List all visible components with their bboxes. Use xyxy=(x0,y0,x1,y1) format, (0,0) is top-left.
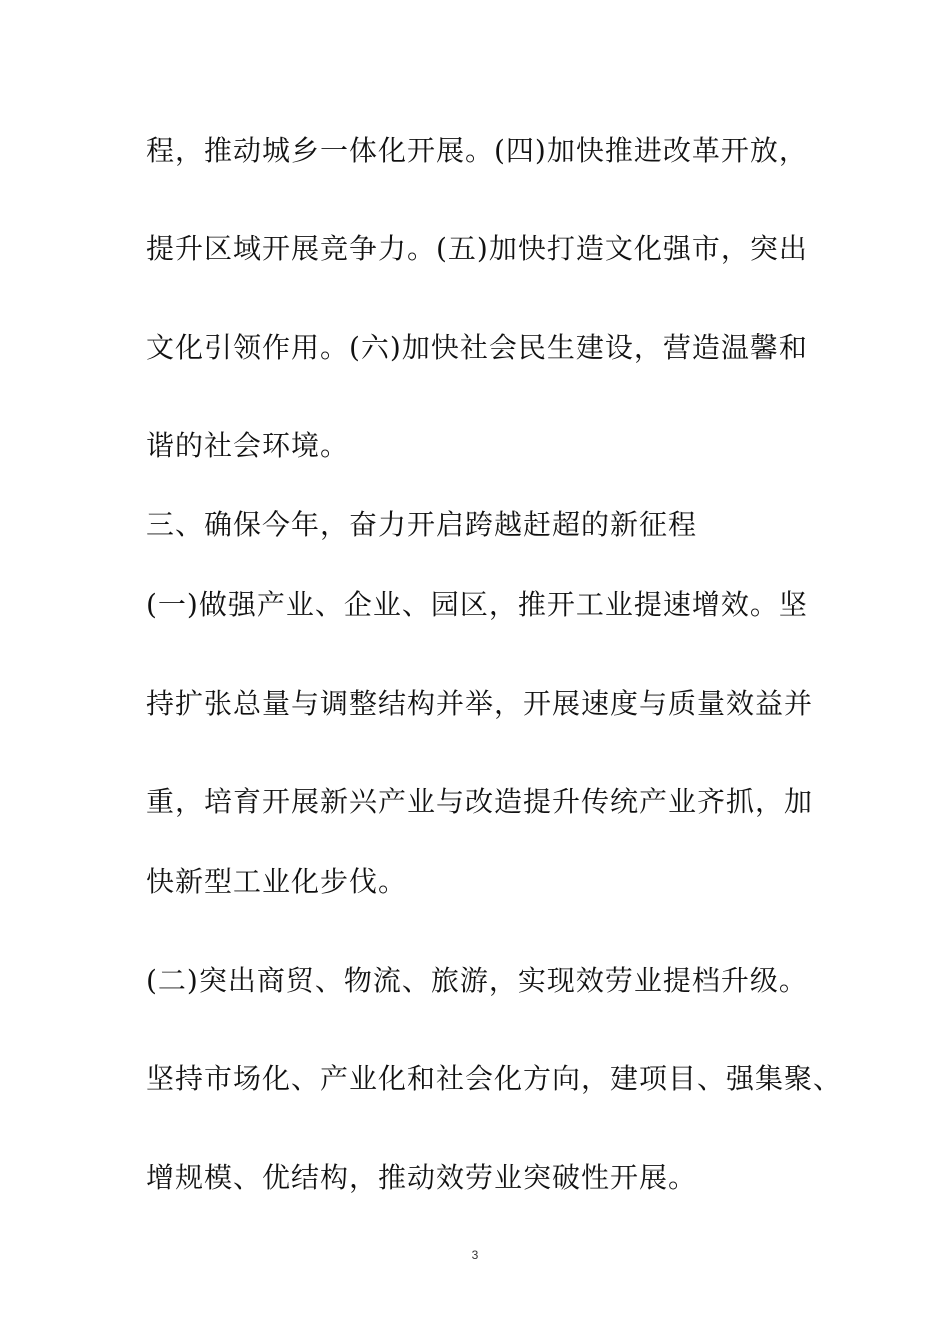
paragraph-line: 增规模、优结构，推动效劳业突破性开展。 xyxy=(146,1161,698,1194)
page-number: 3 xyxy=(471,1248,479,1262)
paragraph-line: 快新型工业化步伐。 xyxy=(146,865,408,898)
paragraph-line: (二)突出商贸、物流、旅游，实现效劳业提档升级。 xyxy=(146,964,808,997)
paragraph-line: (一)做强产业、企业、园区，推开工业提速增效。坚 xyxy=(146,588,808,621)
paragraph-line: 谐的社会环境。 xyxy=(146,429,350,462)
paragraph-line: 持扩张总量与调整结构并举，开展速度与质量效益并 xyxy=(146,687,814,720)
paragraph-line: 文化引领作用。(六)加快社会民生建设，营造温馨和 xyxy=(146,331,808,364)
paragraph-line: 坚持市场化、产业化和社会化方向，建项目、强集聚、 xyxy=(146,1062,843,1095)
paragraph-line: 提升区域开展竞争力。(五)加快打造文化强市，突出 xyxy=(146,232,808,265)
paragraph-line: 程，推动城乡一体化开展。(四)加快推进改革开放， xyxy=(146,134,808,167)
paragraph-line: 重，培育开展新兴产业与改造提升传统产业齐抓，加 xyxy=(146,785,814,818)
section-heading: 三、确保今年，奋力开启跨越赶超的新征程 xyxy=(146,508,698,541)
